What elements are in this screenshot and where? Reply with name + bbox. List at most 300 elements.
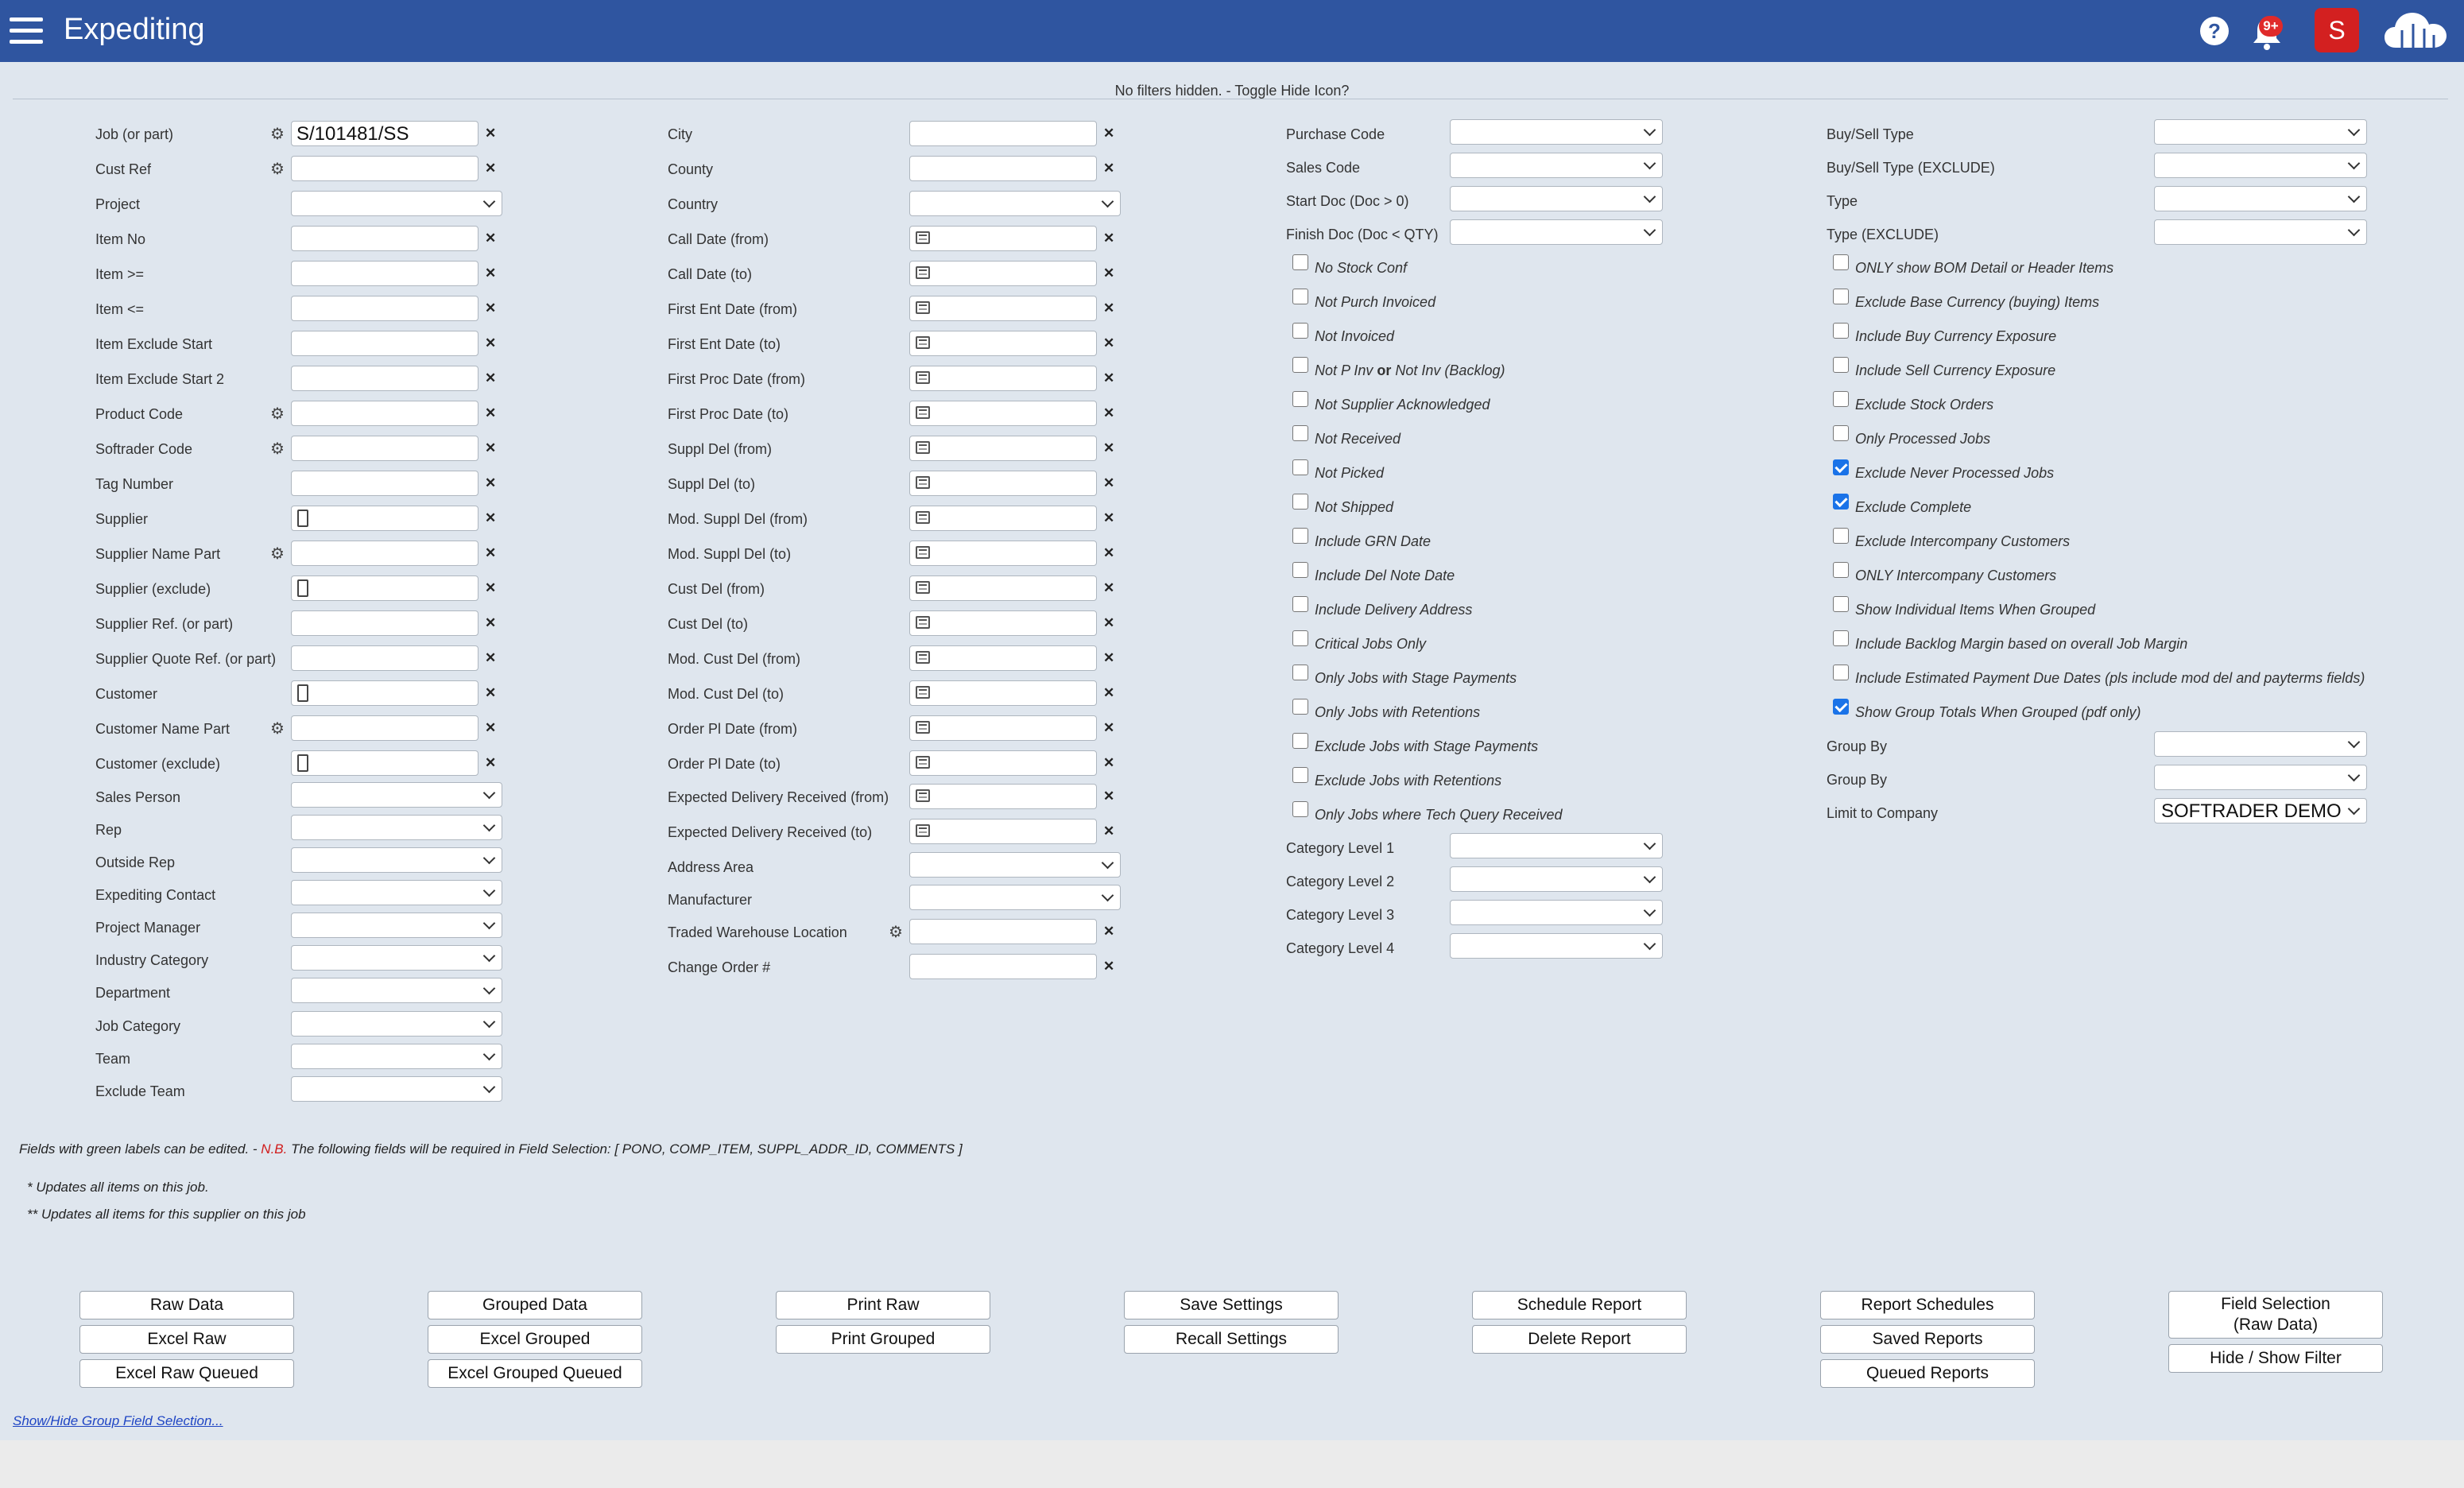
checkbox-label: Not Purch Invoiced [1315,294,1436,310]
category-level-3-select[interactable] [1450,900,1663,925]
clear-icon[interactable]: ✕ [1103,650,1115,665]
calendar-icon[interactable] [916,546,930,559]
clear-icon[interactable]: ✕ [1103,265,1115,281]
checkbox-label: Only Processed Jobs [1855,431,1991,447]
change-order-input[interactable] [909,954,1097,979]
delete-report-button[interactable]: Delete Report [1472,1325,1687,1354]
label-category-level-1: Category Level 1 [1286,840,1395,856]
label-product-code: Product Code [95,406,184,422]
expediting-contact-select[interactable] [291,880,502,905]
product-code-input[interactable] [291,401,478,426]
cust-ref-input[interactable] [291,156,478,181]
checkbox-label: Include Backlog Margin based on overall Job Margin [1855,636,2188,652]
project-select[interactable] [291,191,502,216]
checkbox-include-grn-date[interactable] [1292,528,1308,544]
checkbox-exclude-retentions[interactable] [1292,767,1308,783]
item-exclude-start-2-input[interactable] [291,366,478,391]
label-job: Job (or part) [95,126,174,142]
cust-del-to-input[interactable] [909,610,1097,636]
gear-icon[interactable]: ⚙ [270,161,285,178]
checkbox-label: Include GRN Date [1315,533,1432,549]
label-buy-sell-type: Buy/Sell Type [1827,126,1914,142]
softrader-code-input[interactable] [291,436,478,461]
clear-icon[interactable]: ✕ [485,161,497,176]
excel-grouped-button[interactable]: Excel Grouped [428,1325,642,1354]
label-project: Project [95,196,141,212]
suppl-del-to-input[interactable] [909,471,1097,496]
label-order-pl-to: Order Pl Date (to) [668,756,781,772]
checkbox-label: Not Invoiced [1315,328,1395,344]
clear-icon[interactable]: ✕ [485,545,497,560]
supplier-quote-ref-input[interactable] [291,645,478,671]
group-by-2-select[interactable] [2154,765,2367,790]
calendar-icon[interactable] [916,651,930,664]
checkbox-label: Critical Jobs Only [1315,636,1427,652]
label-call-date-to: Call Date (to) [668,266,753,282]
label-rep: Rep [95,822,122,838]
item-no-input[interactable] [291,226,478,251]
print-grouped-button[interactable]: Print Grouped [776,1325,990,1354]
start-doc-select[interactable] [1450,186,1663,211]
gear-icon[interactable]: ⚙ [270,720,285,738]
calendar-icon[interactable] [916,441,930,454]
checkbox-exclude-complete[interactable] [1833,494,1849,510]
label-finish-doc: Finish Doc (Doc < QTY) [1286,227,1439,242]
label-supplier-name-part: Supplier Name Part [95,546,221,562]
checkbox-critical-jobs-only[interactable] [1292,630,1308,646]
buy-sell-type-select[interactable] [2154,119,2367,145]
finish-doc-select[interactable] [1450,219,1663,245]
clear-icon[interactable]: ✕ [485,405,497,420]
label-category-level-4: Category Level 4 [1286,940,1395,956]
clear-icon[interactable]: ✕ [1103,924,1115,939]
checkbox-label: Show Individual Items When Grouped [1855,602,2096,618]
recall-settings-button[interactable]: Recall Settings [1124,1325,1339,1354]
checkbox-not-purch-invoiced[interactable] [1292,289,1308,304]
label-supplier-ref: Supplier Ref. (or part) [95,616,234,632]
checkbox-label: Include Estimated Payment Due Dates (pls include mod del and payterms fields) [1855,670,2365,686]
label-expediting-contact: Expediting Contact [95,887,216,903]
clear-icon[interactable]: ✕ [1103,615,1115,630]
label-item-exclude-start: Item Exclude Start [95,336,213,352]
checkbox-include-sell-currency[interactable] [1833,357,1849,373]
label-exclude-team: Exclude Team [95,1083,185,1099]
field-selection-line-1: Field Selection [2221,1295,2330,1313]
label-first-ent-to: First Ent Date (to) [668,336,781,352]
label-type-exclude: Type (EXCLUDE) [1827,227,1939,242]
supplier-ref-input[interactable] [291,610,478,636]
note-updates-job: * Updates all items on this job. [27,1180,209,1195]
checkbox-only-stage-payments[interactable] [1292,665,1308,680]
cloud-icon[interactable] [2381,6,2451,54]
checkbox-only-intercompany[interactable] [1833,562,1849,578]
team-select[interactable] [291,1044,502,1069]
checkbox-include-buy-currency[interactable] [1833,323,1849,339]
clear-icon[interactable]: ✕ [1103,231,1115,246]
checkbox-label: Exclude Complete [1855,499,1972,515]
item-exclude-start-input[interactable] [291,331,478,356]
checkbox-include-del-note-date[interactable] [1292,562,1308,578]
hide-show-filter-button[interactable]: Hide / Show Filter [2168,1344,2383,1373]
calendar-icon[interactable] [916,686,930,699]
category-level-2-select[interactable] [1450,866,1663,892]
checkbox-bom-detail[interactable] [1833,254,1849,270]
mod-cust-del-to-input[interactable] [909,680,1097,706]
checkbox-label: Only Jobs where Tech Query Received [1315,807,1563,823]
suppl-del-from-input[interactable] [909,436,1097,461]
checkbox-exclude-intercompany[interactable] [1833,528,1849,544]
checkbox-label: Not Shipped [1315,499,1394,515]
buy-sell-type-exclude-select[interactable] [2154,153,2367,178]
label-project-manager: Project Manager [95,920,201,936]
mod-suppl-del-from-input[interactable] [909,506,1097,531]
grouped-data-button[interactable]: Grouped Data [428,1291,642,1319]
notification-badge: 9+ [2259,16,2283,37]
call-date-to-input[interactable] [909,261,1097,286]
clear-icon[interactable]: ✕ [1103,440,1115,455]
clear-icon[interactable]: ✕ [485,231,497,246]
calendar-icon[interactable] [916,301,930,314]
clear-icon[interactable]: ✕ [1103,755,1115,770]
checkbox-not-p-inv-backlog[interactable] [1292,357,1308,373]
menu-icon[interactable] [10,17,43,45]
gear-icon[interactable]: ⚙ [889,924,903,941]
calendar-icon[interactable] [916,824,930,837]
exp-del-to-input[interactable] [909,819,1097,844]
clear-icon[interactable]: ✕ [1103,545,1115,560]
rep-select[interactable] [291,815,502,840]
label-supplier-quote-ref: Supplier Quote Ref. (or part) [95,651,277,667]
lookup-icon[interactable] [297,754,308,772]
note-nb: N.B. [261,1141,288,1157]
checkbox-label: Show Group Totals When Grouped (pdf only) [1855,704,2141,720]
label-exp-del-from: Expected Delivery Received (from) [668,789,889,805]
checkbox-show-group-totals[interactable] [1833,699,1849,715]
label-supplier: Supplier [95,511,149,527]
checkbox-include-backlog-margin[interactable] [1833,630,1849,646]
clear-icon[interactable]: ✕ [485,300,497,316]
checkbox-include-payment-due[interactable] [1833,665,1849,680]
calendar-icon[interactable] [916,721,930,734]
label-item-exclude-start-2: Item Exclude Start 2 [95,371,225,387]
label-industry-category: Industry Category [95,952,209,968]
order-pl-from-input[interactable] [909,715,1097,741]
cust-del-from-input[interactable] [909,575,1097,601]
field-selection-button[interactable] [2168,1291,2383,1339]
checkbox-exclude-stage-payments[interactable] [1292,733,1308,749]
clear-icon[interactable]: ✕ [1103,475,1115,490]
clear-icon[interactable]: ✕ [1103,685,1115,700]
calendar-icon[interactable] [916,756,930,769]
clear-icon[interactable]: ✕ [485,685,497,700]
lookup-icon[interactable] [297,684,308,702]
project-manager-select[interactable] [291,913,502,938]
traded-warehouse-input[interactable] [909,919,1097,944]
checkbox-only-retentions[interactable] [1292,699,1308,715]
raw-data-button[interactable]: Raw Data [79,1291,294,1319]
checkbox-label: Only Jobs with Stage Payments [1315,670,1517,686]
calendar-icon[interactable] [916,266,930,279]
report-schedules-button[interactable]: Report Schedules [1820,1291,2035,1319]
app-header [0,0,2464,62]
avatar[interactable]: S [2315,8,2359,52]
excel-grouped-queued-button[interactable]: Excel Grouped Queued [428,1359,642,1388]
calendar-icon[interactable] [916,581,930,594]
customer-input[interactable] [291,680,478,706]
label-supplier-exclude: Supplier (exclude) [95,581,211,597]
job-category-select[interactable] [291,1011,502,1037]
supplier-input[interactable] [291,506,478,531]
field-selection-line-2: (Raw Data) [2233,1316,2319,1334]
county-input[interactable] [909,156,1097,181]
label-customer-exclude: Customer (exclude) [95,756,221,772]
saved-reports-button[interactable]: Saved Reports [1820,1325,2035,1354]
checkbox-label-backlog [1315,362,1505,379]
checkbox-exclude-stock-orders[interactable] [1833,391,1849,407]
clear-icon[interactable]: ✕ [485,475,497,490]
note-updates-supplier: ** Updates all items for this supplier on this job [27,1207,306,1222]
checkbox-label: Exclude Intercompany Customers [1855,533,2071,549]
label-job-category: Job Category [95,1018,181,1034]
checkbox-label: Include Sell Currency Exposure [1855,362,2056,378]
print-raw-button[interactable]: Print Raw [776,1291,990,1319]
checkbox-show-individual-items[interactable] [1833,596,1849,612]
clear-icon[interactable]: ✕ [485,615,497,630]
exp-del-from-input[interactable] [909,784,1097,809]
category-level-4-select[interactable] [1450,933,1663,959]
clear-icon[interactable]: ✕ [1103,580,1115,595]
lookup-icon[interactable] [297,510,308,527]
gear-icon[interactable]: ⚙ [270,545,285,563]
checkbox-exclude-base-currency[interactable] [1833,289,1849,304]
label-customer: Customer [95,686,158,702]
queued-reports-button[interactable]: Queued Reports [1820,1359,2035,1388]
clear-icon[interactable]: ✕ [1103,335,1115,351]
label-address-area: Address Area [668,859,754,875]
first-proc-from-input[interactable] [909,366,1097,391]
label-tag-number: Tag Number [95,476,174,492]
checkbox-label: Not Supplier Acknowledged [1315,397,1490,413]
clear-icon[interactable]: ✕ [1103,126,1115,141]
label-first-ent-from: First Ent Date (from) [668,301,798,317]
label-traded-warehouse-location: Traded Warehouse Location [668,924,847,940]
label-cust-del-from: Cust Del (from) [668,581,765,597]
clear-icon[interactable]: ✕ [485,370,497,386]
label-group-by-2: Group By [1827,772,1888,788]
clear-icon[interactable]: ✕ [485,580,497,595]
calendar-icon[interactable] [916,371,930,384]
address-area-select[interactable] [909,852,1121,878]
checkbox-label: Only Jobs with Retentions [1315,704,1481,720]
label-first-proc-from: First Proc Date (from) [668,371,806,387]
department-select[interactable] [291,978,502,1003]
calendar-icon[interactable] [916,231,930,244]
label-mod-suppl-del-from: Mod. Suppl Del (from) [668,511,808,527]
type-exclude-select[interactable] [2154,219,2367,245]
outside-rep-select[interactable] [291,847,502,873]
city-input[interactable] [909,121,1097,146]
clear-icon[interactable]: ✕ [485,126,497,141]
customer-name-part-input[interactable] [291,715,478,741]
label-sales-person: Sales Person [95,789,181,805]
checkbox-label: No Stock Conf [1315,260,1408,276]
filters-note[interactable]: No filters hidden. - Toggle Hide Icon? [1114,83,1350,99]
label-purchase-code: Purchase Code [1286,126,1385,142]
schedule-report-button[interactable]: Schedule Report [1472,1291,1687,1319]
checkbox-label: ONLY Intercompany Customers [1855,568,2057,583]
label-group-by-1: Group By [1827,738,1888,754]
label-buy-sell-type-exclude: Buy/Sell Type (EXCLUDE) [1827,160,1995,176]
limit-to-company-select[interactable]: SOFTRADER DEMO [2154,798,2367,823]
clear-icon[interactable]: ✕ [1103,405,1115,420]
label-category-level-2: Category Level 2 [1286,874,1395,889]
group-by-1-select[interactable] [2154,731,2367,757]
checkbox-label: Include Del Note Date [1315,568,1455,583]
mod-suppl-del-to-input[interactable] [909,541,1097,566]
note-text-a: Fields with green labels can be edited. - [19,1141,262,1157]
checkbox-label: Exclude Never Processed Jobs [1855,465,2055,481]
label-suppl-del-from: Suppl Del (from) [668,441,773,457]
checkbox-tech-query-received[interactable] [1292,801,1308,817]
clear-icon[interactable]: ✕ [1103,720,1115,735]
checkbox-not-picked[interactable] [1292,459,1308,475]
lookup-icon[interactable] [297,579,308,597]
supplier-exclude-input[interactable] [291,575,478,601]
label-call-date-from: Call Date (from) [668,231,769,247]
label-customer-name-part: Customer Name Part [95,721,231,737]
supplier-name-part-input[interactable] [291,541,478,566]
sales-person-select[interactable] [291,782,502,808]
gear-icon[interactable]: ⚙ [270,126,285,143]
purchase-code-select[interactable] [1450,119,1663,145]
label-softrader-code: Softrader Code [95,441,193,457]
checkbox-label: Exclude Stock Orders [1855,397,1994,413]
help-icon[interactable]: ? [2200,17,2229,45]
label-change-order: Change Order # [668,959,771,975]
checkbox-no-stock-conf[interactable] [1292,254,1308,270]
label-county: County [668,161,714,177]
checkbox-label: Not Received [1315,431,1401,447]
label-mod-cust-del-from: Mod. Cust Del (from) [668,651,801,667]
calendar-icon[interactable] [916,511,930,524]
show-hide-group-field-link[interactable]: Show/Hide Group Field Selection... [13,1413,223,1428]
calendar-icon[interactable] [916,336,930,349]
clear-icon[interactable]: ✕ [485,265,497,281]
manufacturer-select[interactable] [909,885,1121,910]
label-suppl-del-to: Suppl Del (to) [668,476,756,492]
calendar-icon[interactable] [916,476,930,489]
exclude-team-select[interactable] [291,1076,502,1102]
clear-icon[interactable]: ✕ [1103,300,1115,316]
page-title: Expediting [64,13,205,46]
call-date-from-input[interactable] [909,226,1097,251]
label-sales-code: Sales Code [1286,160,1361,176]
checkbox-only-processed-jobs[interactable] [1833,425,1849,441]
clear-icon[interactable]: ✕ [485,335,497,351]
checkbox-label: Exclude Base Currency (buying) Items [1855,294,2100,310]
checkbox-not-invoiced[interactable] [1292,323,1308,339]
checkbox-not-supplier-acknowledged[interactable] [1292,391,1308,407]
item-ge-input[interactable] [291,261,478,286]
label-item-ge: Item >= [95,266,145,282]
checkbox-label: Exclude Jobs with Stage Payments [1315,738,1539,754]
checkbox-label: Include Buy Currency Exposure [1855,328,2057,344]
excel-raw-button[interactable]: Excel Raw [79,1325,294,1354]
order-pl-to-input[interactable] [909,750,1097,776]
calendar-icon[interactable] [916,406,930,419]
label-department: Department [95,985,171,1001]
mod-cust-del-from-input[interactable] [909,645,1097,671]
clear-icon[interactable]: ✕ [1103,161,1115,176]
first-proc-to-input[interactable] [909,401,1097,426]
label-item-no: Item No [95,231,146,247]
checkbox-exclude-never-processed[interactable] [1833,459,1849,475]
clear-icon[interactable]: ✕ [1103,789,1115,804]
clear-icon[interactable]: ✕ [1103,370,1115,386]
note-text-b: The following fields will be required in Field Selection: [ PONO, COMP_ITEM, SUPPL_ADDR_ID, COMMENTS ] [287,1141,963,1157]
label-city: City [668,126,692,142]
label-outside-rep: Outside Rep [95,854,176,870]
clear-icon[interactable]: ✕ [485,720,497,735]
label-order-pl-from: Order Pl Date (from) [668,721,798,737]
category-level-1-select[interactable] [1450,833,1663,858]
label-start-doc: Start Doc (Doc > 0) [1286,193,1409,209]
first-ent-from-input[interactable] [909,296,1097,321]
backlog-part-c: Not Inv (Backlog) [1395,362,1505,378]
label-first-proc-to: First Proc Date (to) [668,406,789,422]
job-input[interactable]: S/101481/SS [291,121,478,146]
label-exp-del-to: Expected Delivery Received (to) [668,824,873,840]
sales-code-select[interactable] [1450,153,1663,178]
gear-icon[interactable]: ⚙ [270,440,285,458]
calendar-icon[interactable] [916,789,930,802]
backlog-part-a: Not P Inv [1315,362,1373,378]
checkbox-include-delivery-address[interactable] [1292,596,1308,612]
backlog-or: or [1377,362,1392,378]
tag-number-input[interactable] [291,471,478,496]
label-mod-cust-del-to: Mod. Cust Del (to) [668,686,785,702]
clear-icon[interactable]: ✕ [485,440,497,455]
customer-exclude-input[interactable] [291,750,478,776]
clear-icon[interactable]: ✕ [485,650,497,665]
clear-icon[interactable]: ✕ [485,510,497,525]
clear-icon[interactable]: ✕ [1103,823,1115,839]
industry-category-select[interactable] [291,945,502,971]
excel-raw-queued-button[interactable]: Excel Raw Queued [79,1359,294,1388]
label-manufacturer: Manufacturer [668,892,753,908]
label-type: Type [1827,193,1858,209]
type-select[interactable] [2154,186,2367,211]
clear-icon[interactable]: ✕ [1103,959,1115,974]
gear-icon[interactable]: ⚙ [270,405,285,423]
label-limit-to-company: Limit to Company [1827,805,1939,821]
label-item-le: Item <= [95,301,145,317]
label-country: Country [668,196,719,212]
calendar-icon[interactable] [916,616,930,629]
save-settings-button[interactable]: Save Settings [1124,1291,1339,1319]
clear-icon[interactable]: ✕ [485,755,497,770]
checkbox-label: Exclude Jobs with Retentions [1315,773,1502,789]
checkbox-label: Include Delivery Address [1315,602,1473,618]
checkbox-not-received[interactable] [1292,425,1308,441]
country-select[interactable] [909,191,1121,216]
clear-icon[interactable]: ✕ [1103,510,1115,525]
checkbox-not-shipped[interactable] [1292,494,1308,510]
green-labels-note [19,1141,963,1157]
item-le-input[interactable] [291,296,478,321]
label-team: Team [95,1051,131,1067]
first-ent-to-input[interactable] [909,331,1097,356]
